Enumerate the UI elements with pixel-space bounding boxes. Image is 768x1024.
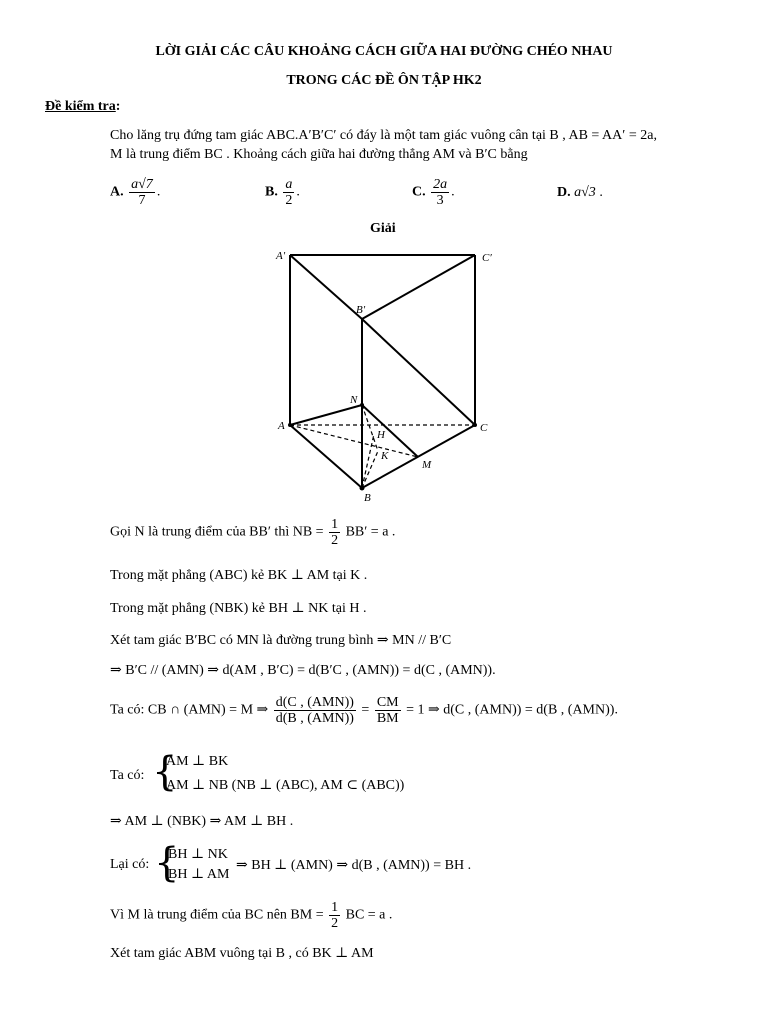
option-d-value: a√3 <box>574 185 596 200</box>
label-c: C <box>480 422 488 434</box>
step-6-text: Ta có: CB ∩ (AMN) = M ⇒ <box>110 702 269 718</box>
problem-line2: M là trung điểm BC . Khoảng cách giữa hai đường thẳng AM và B′C bằng <box>110 147 528 162</box>
edge-bh <box>362 434 374 488</box>
step-6 <box>110 695 618 726</box>
step-6-fraction1 <box>274 695 356 726</box>
step-9-post: ⇒ BH ⊥ (AMN) ⇒ d(B , (AMN)) = BH . <box>236 858 472 873</box>
vertex-n <box>360 403 364 407</box>
step-10-numerator: 1 <box>331 900 339 915</box>
option-a[interactable]: A. $\frac{a√7}{7}$ . <box>110 177 161 208</box>
step-9-system <box>168 845 229 885</box>
option-b-numerator: a <box>285 177 293 192</box>
option-c-numerator: 2a <box>433 177 448 192</box>
step-6-denominator2: BM <box>376 711 399 726</box>
vertex-b <box>360 486 365 491</box>
option-c-label: C. <box>412 184 426 200</box>
step-4: Xét tam giác B′BC có MN là đường trung bình ⇒ MN // B′C <box>110 633 452 648</box>
label-m: M <box>422 459 432 471</box>
option-c-denominator: 3 <box>436 193 444 208</box>
edge-b1c <box>362 319 475 425</box>
step-6-numerator2: CM <box>376 695 399 710</box>
option-b-fraction <box>283 177 294 208</box>
label-b: B <box>364 492 371 504</box>
section-label: Đề kiểm tra <box>45 99 116 114</box>
label-b1: B′ <box>356 304 366 316</box>
edge-nm <box>362 405 418 457</box>
step-7-line1: AM ⊥ BK <box>166 754 229 769</box>
step-1-numerator: 1 <box>331 517 339 532</box>
edge-a1b1 <box>290 255 362 319</box>
step-9-brace: { <box>154 840 180 886</box>
vertex-c <box>473 423 477 427</box>
step-10-post: BC = a . <box>345 907 393 923</box>
option-b-denominator: 2 <box>285 193 293 208</box>
step-2: Trong mặt phẳng (ABC) kẻ BK ⊥ AM tại K . <box>110 568 368 583</box>
step-6-eq: = <box>361 702 370 718</box>
step-6-fraction2 <box>375 695 401 726</box>
option-a-numerator: a√7 <box>131 177 153 192</box>
option-c[interactable]: C. $\frac{2a}{3}$ . <box>412 177 455 208</box>
document-title-line2: TRONG CÁC ĐỀ ÔN TẬP HK2 <box>286 73 482 88</box>
label-n: N <box>350 394 358 406</box>
step-10-denominator: 2 <box>331 916 339 931</box>
label-c1: C′ <box>482 252 492 264</box>
step-3: Trong mặt phẳng (NBK) kẻ BH ⊥ NK tại H . <box>110 601 367 616</box>
label-k: K <box>381 450 389 462</box>
step-10 <box>110 900 392 931</box>
step-7-system <box>166 752 404 796</box>
option-d-label: D. <box>557 185 571 200</box>
edge-b1c1 <box>362 255 475 319</box>
step-9-label: Lại có: <box>110 857 150 872</box>
prism-figure <box>270 245 510 510</box>
step-1 <box>110 517 395 548</box>
section-colon: : <box>115 99 121 114</box>
option-b-label: B. <box>265 184 278 200</box>
option-a-denominator: 7 <box>138 193 146 208</box>
step-9-line1: BH ⊥ NK <box>168 847 228 862</box>
step-1-fraction <box>329 517 340 548</box>
step-9-line2: BH ⊥ AM <box>168 867 230 882</box>
option-b[interactable]: B. $\frac{a}{2}$ . <box>265 177 300 208</box>
step-10-fraction <box>329 900 340 931</box>
option-c-fraction <box>431 177 449 208</box>
step-7-brace: { <box>152 749 178 795</box>
step-6-numerator1: d(C , (AMN)) <box>275 695 354 710</box>
step-6-denominator1: d(B , (AMN)) <box>275 711 354 726</box>
step-8: ⇒ AM ⊥ (NBK) ⇒ AM ⊥ BH . <box>110 814 294 829</box>
edge-an <box>290 405 362 425</box>
step-1-text: Gọi N là trung điểm của BB′ thì NB = <box>110 524 324 540</box>
section-heading <box>45 99 120 115</box>
step-10-text: Vì M là trung điểm của BC nên BM = <box>110 907 324 923</box>
label-a1: A′ <box>276 250 286 262</box>
step-1-denominator: 2 <box>331 533 339 548</box>
option-a-label: A. <box>110 184 124 200</box>
label-a: A <box>278 420 285 432</box>
option-d[interactable]: D. a√3 . <box>557 185 603 200</box>
step-6-post: = 1 ⇒ d(C , (AMN)) = d(B , (AMN)). <box>406 702 618 718</box>
problem-line1: Cho lăng trụ đứng tam giác ABC.A′B′C′ có đáy là một tam giác vuông cân tại B , AB = AA′ = 2a, <box>110 128 657 143</box>
solution-heading: Giải <box>370 221 396 236</box>
step-5: ⇒ B′C // (AMN) ⇒ d(AM , B′C) = d(B′C , (AMN)) = d(C , (AMN)). <box>110 663 496 678</box>
document-title-line1: LỜI GIẢI CÁC CÂU KHOẢNG CÁCH GIỮA HAI ĐƯỜNG CHÉO NHAU <box>155 44 613 59</box>
step-7-line2: AM ⊥ NB (NB ⊥ (ABC), AM ⊂ (ABC)) <box>166 778 405 793</box>
step-7-label: Ta có: <box>110 768 145 783</box>
step-11: Xét tam giác ABM vuông tại B , có BK ⊥ AM <box>110 946 374 961</box>
label-h: H <box>377 429 385 441</box>
step-1-post: BB′ = a . <box>345 524 396 540</box>
option-a-fraction <box>129 177 155 208</box>
vertex-a <box>288 423 292 427</box>
